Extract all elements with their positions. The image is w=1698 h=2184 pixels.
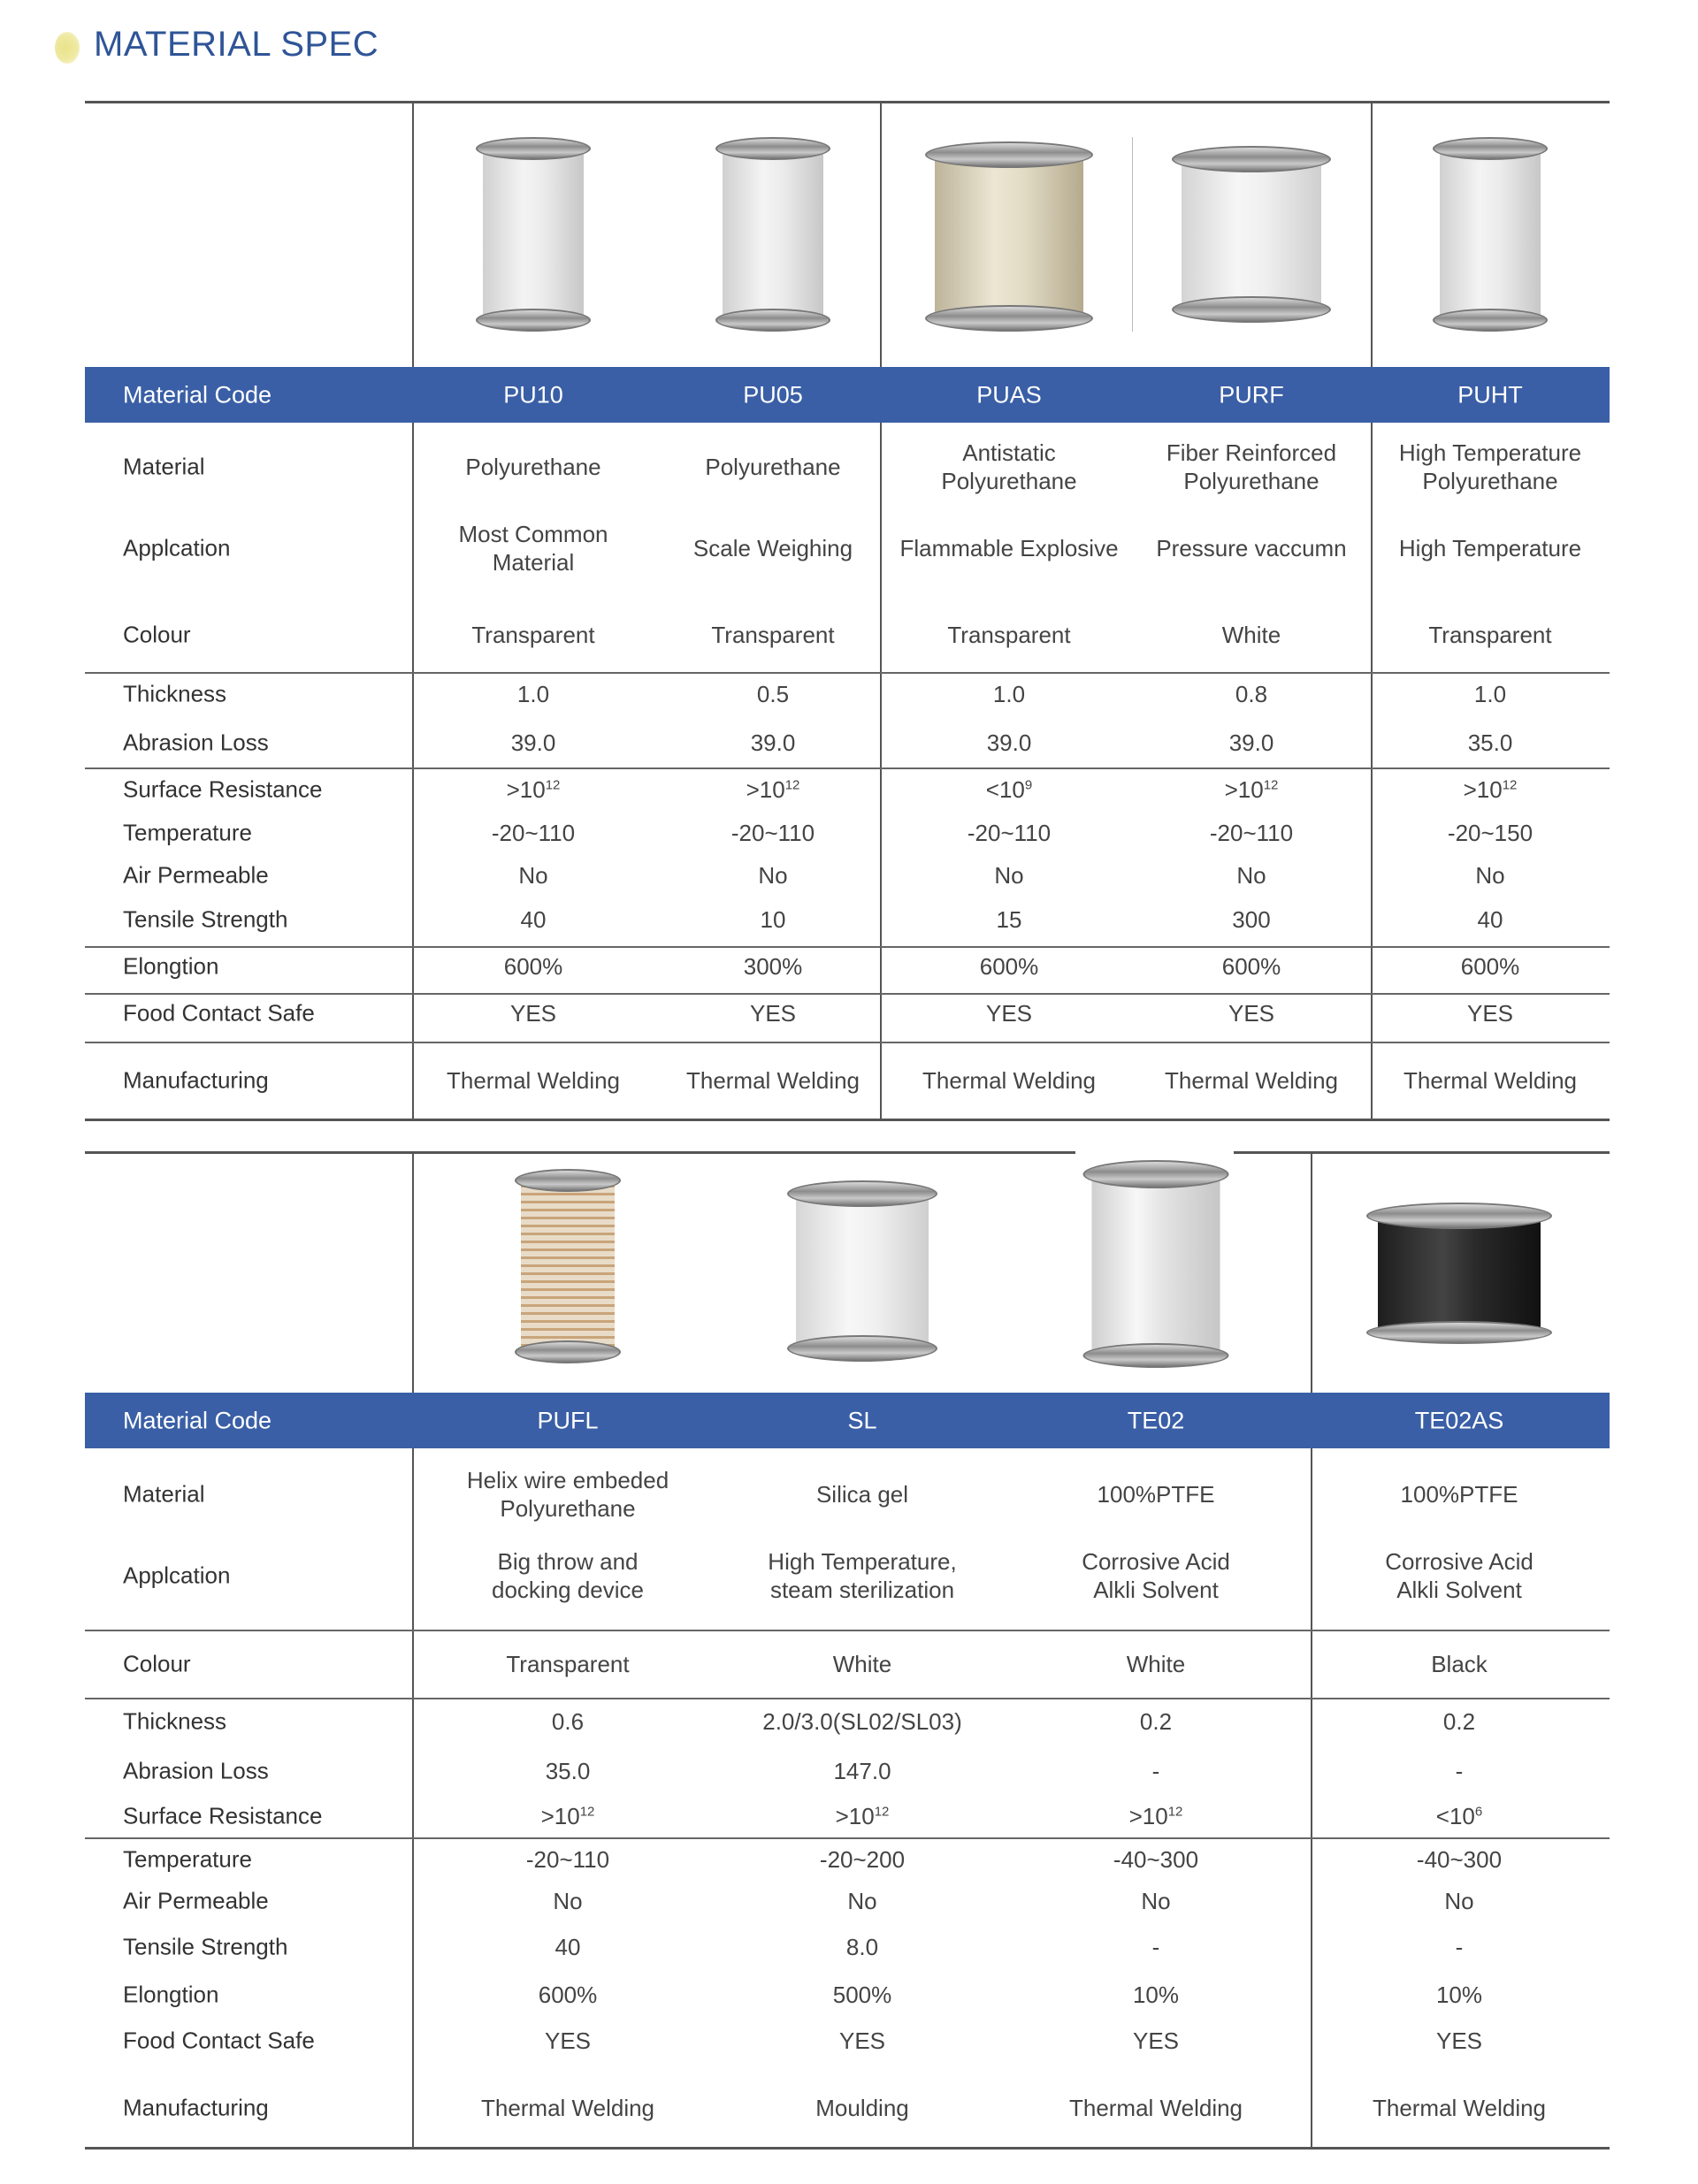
- table-cell: 600%: [979, 953, 1039, 980]
- product-image-helix-sleeve: [515, 1169, 621, 1363]
- table-cell: -20~200: [819, 1846, 906, 1873]
- table-cell: -20~110: [525, 1846, 610, 1873]
- table-cell: Moulding: [815, 2095, 909, 2121]
- row-label: Colour: [123, 621, 191, 648]
- table-cell: 40: [520, 906, 547, 933]
- table-cell: 10%: [1435, 1982, 1483, 2008]
- row-label: Thickness: [123, 680, 227, 707]
- table-cell: No: [1236, 862, 1266, 889]
- row-label: Air Permeable: [123, 861, 269, 889]
- material-code: PURF: [1219, 381, 1284, 409]
- table-cell: 35.0: [1467, 729, 1513, 756]
- table-cell: -20~110: [967, 820, 1052, 846]
- table-cell: High Temperature, steam sterilization: [768, 1548, 957, 1603]
- table-border: [1234, 1151, 1610, 1154]
- table-cell: 39.0: [986, 729, 1032, 756]
- product-image-clear-sleeve: [476, 137, 591, 332]
- row-divider: [85, 1698, 1610, 1699]
- row-label: Thickness: [123, 1707, 227, 1735]
- material-code: PUAS: [976, 381, 1042, 409]
- header-bar: [85, 367, 1610, 423]
- table-cell: -20~150: [1447, 820, 1534, 846]
- table-cell: YES: [985, 1000, 1033, 1027]
- table-cell: -40~300: [1113, 1846, 1199, 1873]
- table-cell: $>10^{12}$: [746, 776, 800, 803]
- row-label: Material: [123, 453, 205, 480]
- table-cell: Most Common Material: [458, 521, 608, 576]
- row-label: Material: [123, 1480, 205, 1508]
- table-cell: 39.0: [750, 729, 796, 756]
- table-cell: $<10^9$: [985, 776, 1033, 803]
- table-cell: 40: [555, 1934, 581, 1960]
- table-cell: 1.0: [992, 681, 1026, 707]
- table-border: [85, 1119, 1610, 1121]
- table-cell: No: [847, 1888, 877, 1914]
- table-cell: YES: [1435, 2027, 1483, 2054]
- table-cell: Flammable Explosive: [899, 535, 1119, 561]
- table-cell: Fiber Reinforced Polyurethane: [1166, 439, 1337, 494]
- table-cell: No: [518, 862, 548, 889]
- table-cell: Scale Weighing: [692, 535, 853, 561]
- material-code: PUHT: [1457, 381, 1523, 409]
- header-label: Material Code: [123, 1407, 272, 1434]
- table-cell: White: [1221, 622, 1281, 648]
- column-divider: [412, 1151, 414, 2147]
- table-cell: Transparent: [711, 622, 835, 648]
- table-cell: No: [553, 1888, 583, 1914]
- table-cell: Thermal Welding: [922, 1067, 1097, 1094]
- table-cell: 0.2: [1442, 1708, 1476, 1735]
- table-cell: 2.0/3.0(SL02/SL03): [762, 1708, 962, 1735]
- table-cell: Silica gel: [815, 1481, 909, 1508]
- material-code: PU05: [743, 381, 803, 409]
- table-cell: Helix wire embeded Polyurethane: [466, 1467, 669, 1522]
- table-border: [85, 2147, 1610, 2150]
- table-cell: $>10^{12}$: [835, 1803, 890, 1829]
- table-cell: $>10^{12}$: [1463, 776, 1518, 803]
- row-label: Manufacturing: [123, 1066, 269, 1094]
- table-cell: YES: [544, 2027, 592, 2054]
- table-cell: White: [832, 1651, 892, 1677]
- row-divider: [85, 1630, 1610, 1631]
- table-cell: 300%: [743, 953, 803, 980]
- product-image-clear-sleeve: [715, 137, 830, 332]
- table-cell: YES: [1132, 2027, 1180, 2054]
- row-divider: [85, 993, 1610, 995]
- table-cell: -20~110: [491, 820, 576, 846]
- row-label: Surface Resistance: [123, 1802, 323, 1829]
- table-cell: 600%: [1460, 953, 1520, 980]
- table-border: [85, 101, 1610, 103]
- table-cell: 600%: [538, 1982, 598, 2008]
- table-cell: Pressure vaccumn: [1156, 535, 1347, 561]
- table-cell: 600%: [503, 953, 563, 980]
- table-cell: 100%PTFE: [1400, 1481, 1518, 1508]
- row-label: Food Contact Safe: [123, 999, 315, 1027]
- product-image-white-sleeve: [1172, 146, 1331, 323]
- table-cell: YES: [749, 1000, 797, 1027]
- table-cell: 300: [1232, 906, 1271, 933]
- product-image-silica-sleeve: [787, 1180, 937, 1362]
- product-image-ptfe-white-sleeve: [1083, 1160, 1229, 1368]
- table-cell: -20~110: [1209, 820, 1294, 846]
- table-cell: Thermal Welding: [446, 1067, 621, 1094]
- material-code: PUFL: [537, 1407, 599, 1434]
- column-divider: [1371, 101, 1373, 1119]
- table-cell: Transparent: [506, 1651, 630, 1677]
- image-divider: [1132, 137, 1133, 332]
- table-cell: 15: [996, 906, 1022, 933]
- table-cell: Antistatic Polyurethane: [941, 439, 1077, 494]
- row-label: Surface Resistance: [123, 775, 323, 803]
- row-label: Tensile Strength: [123, 1933, 288, 1960]
- table-cell: White: [1126, 1651, 1186, 1677]
- table-cell: No: [1141, 1888, 1171, 1914]
- table-cell: Thermal Welding: [480, 2095, 655, 2121]
- table-cell: No: [1475, 862, 1505, 889]
- table-cell: Thermal Welding: [1164, 1067, 1339, 1094]
- table-cell: 39.0: [510, 729, 556, 756]
- table-cell: 8.0: [845, 1934, 879, 1960]
- table-cell: 0.8: [1235, 681, 1268, 707]
- table-cell: -: [1455, 1758, 1464, 1784]
- material-code: TE02AS: [1414, 1407, 1504, 1434]
- table-cell: -: [1455, 1934, 1464, 1960]
- product-image-ptfe-black-sleeve: [1366, 1203, 1552, 1344]
- table-cell: Thermal Welding: [1068, 2095, 1243, 2121]
- table-cell: Polyurethane: [705, 454, 841, 480]
- table-cell: No: [994, 862, 1024, 889]
- table-cell: Transparent: [471, 622, 595, 648]
- row-label: Abrasion Loss: [123, 1757, 269, 1784]
- table-cell: $>10^{12}$: [1224, 776, 1279, 803]
- row-label: Applcation: [123, 1562, 231, 1589]
- table-cell: -: [1151, 1934, 1160, 1960]
- row-label: Temperature: [123, 1845, 252, 1873]
- row-label: Elongtion: [123, 952, 219, 980]
- column-divider: [412, 101, 414, 1119]
- table-cell: No: [758, 862, 788, 889]
- row-divider: [85, 767, 1610, 769]
- row-label: Tensile Strength: [123, 905, 288, 933]
- table-cell: Polyurethane: [465, 454, 601, 480]
- table-cell: 10: [760, 906, 786, 933]
- column-divider: [880, 101, 882, 1119]
- table-cell: 0.6: [551, 1708, 585, 1735]
- product-image-amber-sleeve: [925, 141, 1093, 332]
- table-cell: 39.0: [1228, 729, 1274, 756]
- table-cell: 35.0: [545, 1758, 591, 1784]
- row-label: Applcation: [123, 534, 231, 561]
- table-cell: Black: [1431, 1651, 1488, 1677]
- row-divider: [85, 946, 1610, 948]
- table-cell: 1.0: [516, 681, 550, 707]
- table-cell: 10%: [1132, 1982, 1180, 2008]
- row-label: Elongtion: [123, 1981, 219, 2008]
- column-divider: [1311, 1151, 1312, 2147]
- table-cell: $>10^{12}$: [1128, 1803, 1183, 1829]
- table-cell: $>10^{12}$: [506, 776, 561, 803]
- table-cell: Corrosive Acid Alkli Solvent: [1082, 1548, 1230, 1603]
- table-cell: 0.5: [756, 681, 790, 707]
- table-cell: 1.0: [1473, 681, 1507, 707]
- table-cell: 40: [1477, 906, 1503, 933]
- page-title: MATERIAL SPEC: [94, 25, 379, 64]
- row-divider: [85, 1837, 1610, 1839]
- product-image-clear-sleeve: [1433, 137, 1548, 332]
- table-cell: 600%: [1221, 953, 1281, 980]
- table-cell: Thermal Welding: [1403, 1067, 1578, 1094]
- row-label: Food Contact Safe: [123, 2027, 315, 2054]
- table-cell: YES: [509, 1000, 557, 1027]
- row-label: Air Permeable: [123, 1887, 269, 1914]
- row-label: Manufacturing: [123, 2094, 269, 2121]
- table-cell: $<10^6$: [1435, 1803, 1483, 1829]
- table-cell: -: [1151, 1758, 1160, 1784]
- table-cell: High Temperature Polyurethane: [1398, 439, 1582, 494]
- material-code: TE02: [1127, 1407, 1185, 1434]
- row-label: Colour: [123, 1650, 191, 1677]
- table-cell: Transparent: [947, 622, 1071, 648]
- material-code: PU10: [503, 381, 563, 409]
- table-cell: High Temperature: [1398, 535, 1582, 561]
- table-cell: YES: [838, 2027, 886, 2054]
- table-cell: $>10^{12}$: [540, 1803, 595, 1829]
- table-cell: 100%PTFE: [1097, 1481, 1215, 1508]
- table-cell: -20~110: [730, 820, 815, 846]
- table-cell: Thermal Welding: [1372, 2095, 1547, 2121]
- table-cell: YES: [1228, 1000, 1275, 1027]
- row-divider: [85, 1042, 1610, 1043]
- row-label: Abrasion Loss: [123, 729, 269, 756]
- table-border: [85, 1151, 1075, 1154]
- row-divider: [85, 672, 1610, 674]
- table-cell: YES: [1466, 1000, 1514, 1027]
- table-cell: 500%: [832, 1982, 892, 2008]
- table-cell: 147.0: [833, 1758, 891, 1784]
- row-label: Temperature: [123, 819, 252, 846]
- title-bullet-icon: [55, 32, 80, 64]
- table-cell: Big throw and docking device: [492, 1548, 644, 1603]
- table-cell: No: [1444, 1888, 1474, 1914]
- header-label: Material Code: [123, 381, 272, 409]
- table-cell: -40~300: [1416, 1846, 1503, 1873]
- material-code: SL: [847, 1407, 877, 1434]
- table-cell: Transparent: [1428, 622, 1552, 648]
- table-cell: Corrosive Acid Alkli Solvent: [1385, 1548, 1534, 1603]
- table-cell: Thermal Welding: [685, 1067, 860, 1094]
- table-cell: 0.2: [1139, 1708, 1173, 1735]
